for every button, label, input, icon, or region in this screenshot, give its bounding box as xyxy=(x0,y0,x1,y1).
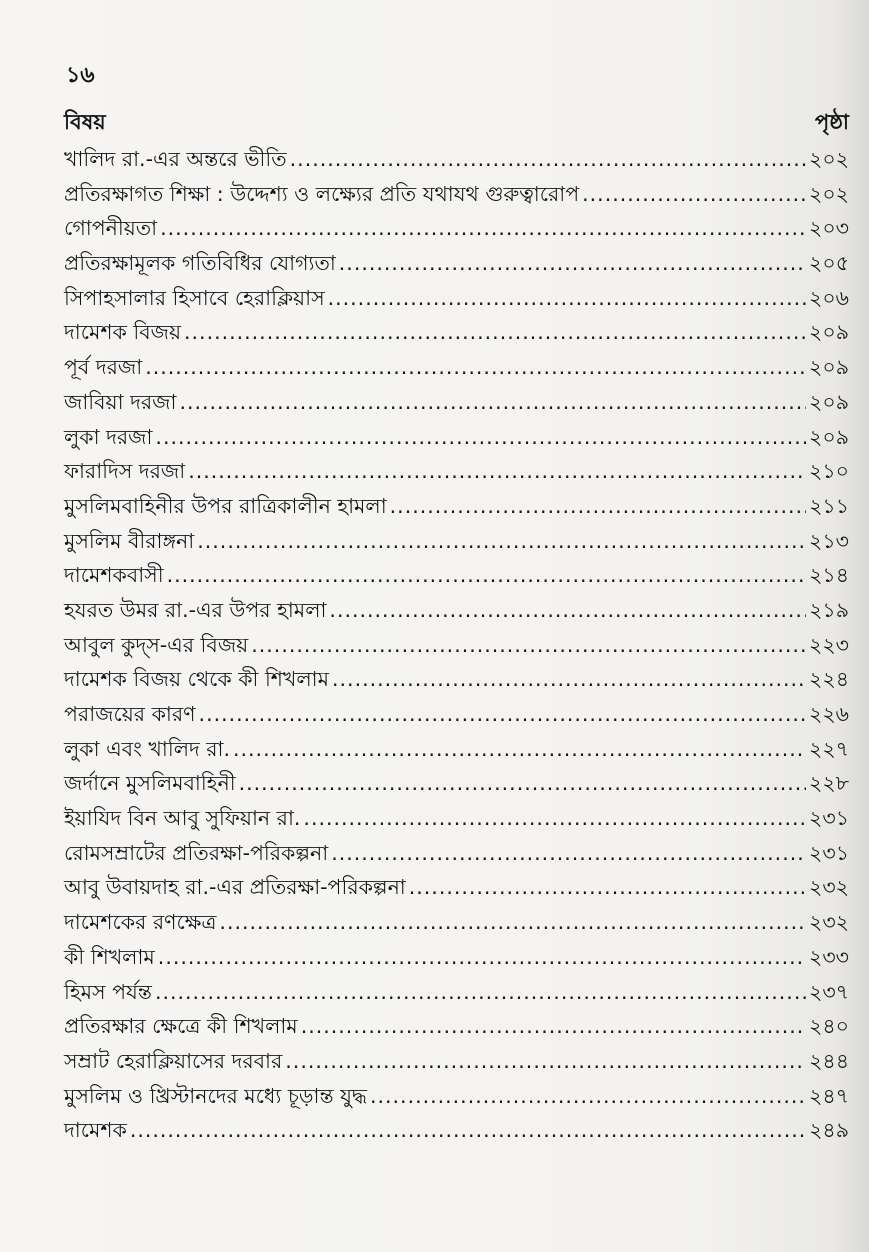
toc-entry-title: সিপাহসালার হিসাবে হেরাক্লিয়াস xyxy=(64,285,325,310)
toc-entry-page: ২০৯ xyxy=(809,355,849,380)
toc-entry xyxy=(64,593,849,628)
toc-entry-title: জর্দানে মুসলিমবাহিনী xyxy=(64,771,236,796)
toc-entry xyxy=(64,905,849,940)
toc-entry-title: ইয়াযিদ বিন আবু সুফিয়ান রা. xyxy=(64,806,301,831)
toc-entry-page: ২০৬ xyxy=(809,285,849,310)
toc-entry xyxy=(64,662,849,697)
toc-entry-title: খালিদ রা.-এর অন্তরে ভীতি xyxy=(64,147,287,171)
toc-leader-dots xyxy=(158,940,806,975)
toc-entry xyxy=(64,246,849,281)
toc-leader-dots xyxy=(233,732,806,767)
toc-entry xyxy=(64,870,849,905)
toc-entry-title: প্রতিরক্ষামূলক গতিবিধির যোগ্যতা xyxy=(64,251,336,276)
toc-entry-page: ২৪৭ xyxy=(809,1083,849,1108)
toc-entry-title: সম্রাট হেরাক্লিয়াসের দরবার xyxy=(64,1048,283,1073)
toc-entry-title: লুকা দরজা xyxy=(64,424,153,449)
toc-entry-title: দামেশক বিজয় থেকে কী শিখলাম xyxy=(64,667,330,692)
toc-entry-page: ২৩৩ xyxy=(809,944,849,969)
toc-entry-page: ২১৩ xyxy=(809,528,849,553)
toc-entry-page: ২৪০ xyxy=(809,1014,849,1039)
toc-entry xyxy=(64,420,849,455)
toc-entry xyxy=(64,628,849,663)
toc-header-page: পৃষ্ঠা xyxy=(814,110,849,134)
toc-entry-title: রোমসম্রাটের প্রতিরক্ষা-পরিকল্পনা xyxy=(64,840,329,865)
toc-entry-page: ২২৪ xyxy=(809,667,849,692)
toc-entry xyxy=(64,1113,849,1148)
toc-entry-page: ২১০ xyxy=(809,459,849,484)
toc-entry-title: ফারাদিস দরজা xyxy=(64,459,186,484)
toc-leader-dots xyxy=(197,524,806,559)
toc-leader-dots xyxy=(184,315,806,350)
toc-leader-dots xyxy=(251,628,806,663)
toc-leader-dots xyxy=(145,350,806,385)
toc-leader-dots xyxy=(160,211,806,246)
toc-entry xyxy=(64,1079,849,1114)
toc-leader-dots xyxy=(155,420,806,455)
toc-leader-dots xyxy=(179,385,806,420)
toc-entry xyxy=(64,1044,849,1079)
toc-entry-page: ২০২ xyxy=(809,181,849,206)
toc-entry xyxy=(64,1009,849,1044)
toc-entry-title: আবু উবায়দাহ রা.-এর প্রতিরক্ষা-পরিকল্পনা xyxy=(64,875,406,900)
toc-entry-title: মুসলিম ও খ্রিস্টানদের মধ্যে চূড়ান্ত যুদ্ধ xyxy=(64,1083,367,1108)
toc-entry xyxy=(64,315,849,350)
toc-leader-dots xyxy=(370,1079,806,1114)
toc-entry-page: ২২৩ xyxy=(809,632,849,657)
toc-leader-dots xyxy=(331,836,806,871)
toc-entry-page: ২০৯ xyxy=(809,320,849,345)
toc-entry-title: মুসলিম বীরাঙ্গনা xyxy=(64,528,195,553)
toc-leader-dots xyxy=(285,1044,806,1079)
toc-entry-title: হযরত উমর রা.-এর উপর হামলা xyxy=(64,597,327,622)
toc-leader-dots xyxy=(390,489,806,524)
toc-entry xyxy=(64,940,849,975)
toc-leader-dots xyxy=(290,142,806,177)
toc-entry xyxy=(64,524,849,559)
toc-entry-page: ২৩২ xyxy=(809,875,849,900)
toc-entry-title: প্রতিরক্ষাগত শিক্ষা : উদ্দেশ্য ও লক্ষ্যের প্রতি যথাযথ গুরুত্বারোপ xyxy=(64,181,580,206)
toc-leader-dots xyxy=(339,246,806,281)
toc-leader-dots xyxy=(301,1009,806,1044)
toc-entry-page: ২৩১ xyxy=(809,840,849,865)
toc-leader-dots xyxy=(239,766,806,801)
toc-entry xyxy=(64,211,849,246)
toc-entry-page: ২২৮ xyxy=(809,771,849,796)
toc-entry-page: ২১৪ xyxy=(809,563,849,588)
toc-entry xyxy=(64,489,849,524)
toc-leader-dots xyxy=(199,697,806,732)
toc-header xyxy=(64,106,849,141)
toc-list xyxy=(64,142,849,1148)
toc-entry-page: ২৪৯ xyxy=(809,1118,849,1143)
toc-entry-page: ২০২ xyxy=(809,147,849,171)
toc-entry-page: ২২৬ xyxy=(809,702,849,726)
toc-leader-dots xyxy=(329,593,806,628)
toc-entry-title: কী শিখলাম xyxy=(64,944,155,969)
toc-entry xyxy=(64,766,849,801)
toc-entry-title: দামেশকবাসী xyxy=(64,563,164,588)
toc-entry-page: ২০৫ xyxy=(809,251,849,276)
toc-entry-title: পরাজয়ের কারণ xyxy=(64,702,196,726)
toc-entry xyxy=(64,801,849,836)
toc-entry-page: ২২৭ xyxy=(809,736,849,761)
toc-leader-dots xyxy=(219,905,806,940)
toc-entry xyxy=(64,558,849,593)
toc-entry xyxy=(64,177,849,212)
toc-entry-page: ২০৯ xyxy=(809,424,849,449)
toc-leader-dots xyxy=(582,177,806,212)
toc-entry xyxy=(64,454,849,489)
toc-header-subject: বিষয় xyxy=(64,110,106,134)
toc-leader-dots xyxy=(332,662,806,697)
toc-leader-dots xyxy=(167,558,806,593)
toc-leader-dots xyxy=(303,801,806,836)
toc-entry-page: ২১১ xyxy=(809,493,849,518)
toc-entry-title: জাবিয়া দরজা xyxy=(64,389,177,414)
toc-entry-title: হিমস পর্যন্ত xyxy=(64,979,152,1004)
toc-entry-page: ২৩২ xyxy=(809,910,849,935)
toc-entry-title: দামেশক xyxy=(64,1118,127,1143)
toc-leader-dots xyxy=(130,1113,806,1148)
toc-entry xyxy=(64,350,849,385)
toc-entry-title: লুকা এবং খালিদ রা. xyxy=(64,736,230,761)
toc-entry xyxy=(64,142,849,177)
toc-leader-dots xyxy=(155,975,806,1010)
toc-entry-title: আবুল কুদ্স-এর বিজয় xyxy=(64,632,249,657)
toc-leader-dots xyxy=(188,454,806,489)
page-number: ১৬ xyxy=(66,63,95,88)
toc-entry xyxy=(64,697,849,732)
toc-entry-title: মুসলিমবাহিনীর উপর রাত্রিকালীন হামলা xyxy=(64,493,387,518)
toc-entry xyxy=(64,975,849,1010)
toc-entry-title: পূর্ব দরজা xyxy=(64,355,143,380)
toc-entry xyxy=(64,385,849,420)
toc-entry xyxy=(64,836,849,871)
toc-entry-page: ২০৩ xyxy=(809,216,849,241)
toc-entry-page: ২৪৪ xyxy=(809,1048,849,1073)
toc-entry-title: গোপনীয়তা xyxy=(64,216,158,241)
toc-leader-dots xyxy=(328,281,806,316)
toc-entry xyxy=(64,732,849,767)
toc-entry-title: দামেশক বিজয় xyxy=(64,320,182,345)
toc-entry-title: প্রতিরক্ষার ক্ষেত্রে কী শিখলাম xyxy=(64,1014,298,1039)
toc-entry-page: ২০৯ xyxy=(809,389,849,414)
toc-entry-page: ২১৯ xyxy=(809,597,849,622)
toc-entry-page: ২৩১ xyxy=(809,806,849,831)
toc-entry-title: দামেশকের রণক্ষেত্র xyxy=(64,910,217,935)
toc-entry-page: ২৩৭ xyxy=(809,979,849,1004)
toc-entry xyxy=(64,281,849,316)
toc-leader-dots xyxy=(409,870,806,905)
